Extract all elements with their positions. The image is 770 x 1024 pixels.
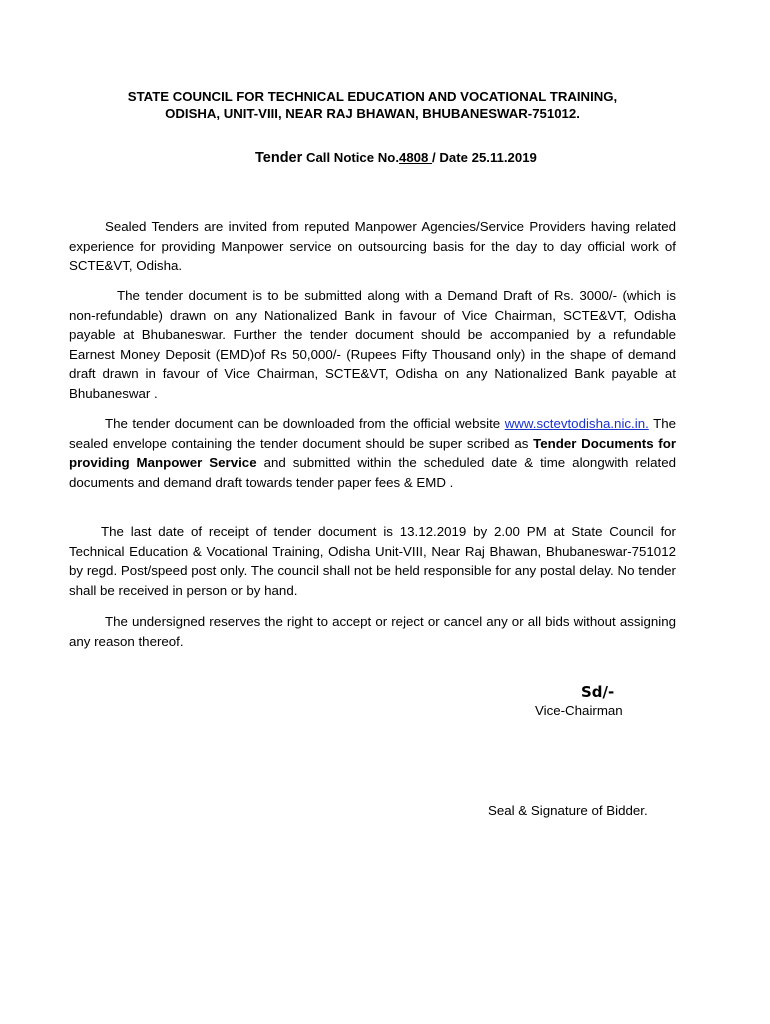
download-end: and submitted within the scheduled date & time alongwith related documents and demand draft towards tender paper fees & EMD .: [69, 455, 676, 490]
paragraph-last-date: The last date of receipt of tender document is 13.12.2019 by 2.00 PM at State Council for Technical Education & Vocational Training, Odisha Unit-VIII, Near Raj Bhawan, Bhubaneswar-751012 by regd. Post/speed post only. The council shall not be held responsible for any postal delay. No tender shall be received in person or by hand.: [69, 524, 676, 598]
heading-line-1: STATE COUNCIL FOR TECHNICAL EDUCATION AND VOCATIONAL TRAINING,: [127, 89, 618, 104]
bidder-seal-signature: Seal & Signature of Bidder.: [488, 803, 648, 818]
signature-sd: Sd/-: [581, 683, 615, 701]
organization-heading: [60, 88, 685, 122]
notice-number: 4808: [399, 150, 433, 165]
signatory-designation: Vice-Chairman: [535, 703, 623, 718]
notice-date: / Date 25.11.2019: [432, 150, 537, 165]
call-notice-label: Call Notice No.: [302, 150, 400, 165]
paragraph-demand-draft: The tender document is to be submitted along with a Demand Draft of Rs. 3000/- (which is non-refundable) drawn on any Nationalized Bank in favour of Vice Chairman, SCTE&VT, Odisha payable at Bhubaneswar. Further the tender document should be accompanied by a refundable Earnest Money Deposit (EMD)of Rs 50,000/- (Rupees Fifty Thousand only) in the shape of demand draft drawn in favour of Vice Chairman, SCTE&VT, Odisha on any Nationalized Bank payable at Bhubaneswar .: [69, 288, 676, 401]
superscription-text: Tender Documents for providing Manpower Service: [69, 435, 677, 470]
tender-notice-title: [255, 150, 537, 166]
tender-word: Tender: [255, 150, 303, 166]
download-intro: The tender document can be downloaded from the official website: [105, 416, 505, 431]
website-link[interactable]: www.sctevtodisha.nic.in.: [504, 416, 649, 431]
download-mid: The sealed envelope containing the tender document should be super scribed as: [69, 416, 676, 451]
paragraph-download: [69, 414, 676, 492]
heading-line-2: ODISHA, UNIT-VIII, NEAR RAJ BHAWAN, BHUBANESWAR-751012.: [165, 106, 580, 121]
paragraph-rights-reserved: The undersigned reserves the right to accept or reject or cancel any or all bids without assigning any reason thereof.: [69, 614, 676, 649]
paragraph-invitation: Sealed Tenders are invited from reputed Manpower Agencies/Service Providers having related experience for providing Manpower service on outsourcing basis for the day to day official work of SCTE&VT, Odisha.: [69, 219, 676, 273]
